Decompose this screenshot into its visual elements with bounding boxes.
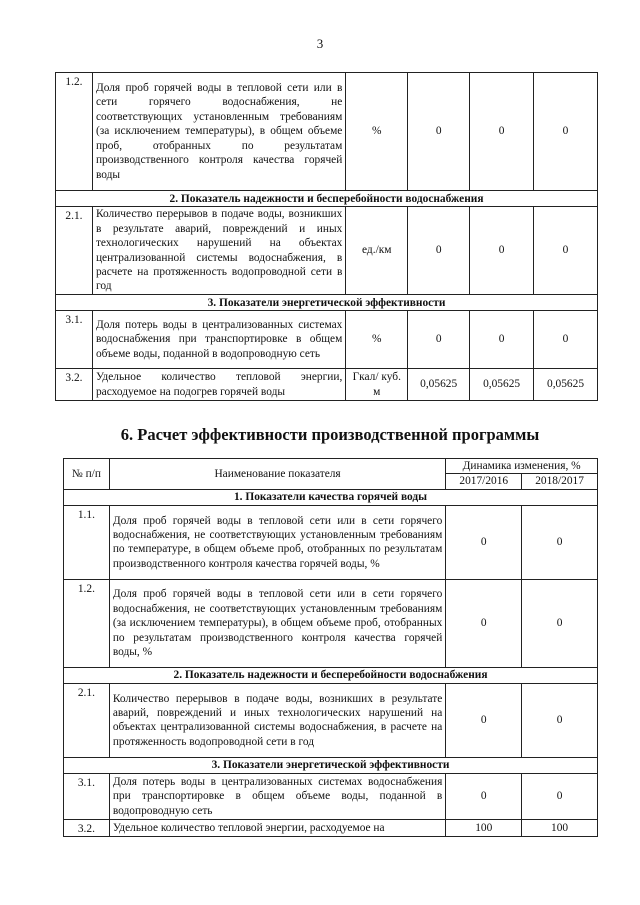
value-cell: 0 [522, 505, 598, 579]
value-cell: 0 [470, 207, 534, 295]
indicator-name: Количество перерывов в подаче воды, возникших в результате аварий, повреждений и иных технологических нарушений на объектах централизованной системы водоснабжения, в расчете на протяженность водопроводной сети в год [109, 683, 446, 757]
section-row [64, 667, 598, 683]
value-cell: 0 [534, 311, 598, 369]
row-number: 3.1. [64, 773, 110, 819]
header-dynamics: Динамика изменения, % [446, 459, 598, 474]
value-cell: 0 [534, 73, 598, 191]
row-number: 2.1. [64, 683, 110, 757]
indicator-name: Доля потерь воды в централизованных системах водоснабжения при транспортировке в общем объеме воды, поданной в водопроводную сеть [92, 311, 345, 369]
value-cell: 0 [446, 683, 522, 757]
section-title: 2. Показатель надежности и бесперебойности водоснабжения [56, 191, 598, 207]
unit-cell: % [346, 73, 408, 191]
indicator-name: Доля проб горячей воды в тепловой сети или в сети горячего водоснабжения, не соответствующих установленным требованиям по температуре, в общем объеме проб, отобранных по результатам производственного контроля качества горячей воды, % [109, 505, 446, 579]
row-number: 1.2. [56, 73, 93, 191]
value-cell: 0 [522, 773, 598, 819]
value-cell: 0 [446, 579, 522, 667]
value-cell: 0 [446, 505, 522, 579]
indicator-name: Доля проб горячей воды в тепловой сети или в сети горячего водоснабжения, не соответствующих установленным требованиям (за исключением температуры), в общем объеме проб, отобранных по результатам производственного контроля качества горячей воды [92, 73, 345, 191]
indicator-name: Количество перерывов в подаче воды, возникших в результате аварий, повреждений и иных технологических нарушений на объектах централизованной системы водоснабжения, в расчете на протяженность водопроводной сети в год [92, 207, 345, 295]
table-row [56, 311, 598, 369]
value-cell: 0 [522, 683, 598, 757]
section-title: 1. Показатели качества горячей воды [64, 489, 598, 505]
table-row [56, 73, 598, 191]
value-cell: 0 [470, 73, 534, 191]
section-heading: 6. Расчет эффективности производственной программы [120, 425, 540, 444]
row-number: 3.2. [64, 819, 110, 836]
value-cell: 0 [408, 311, 470, 369]
value-cell: 100 [446, 819, 522, 836]
value-cell: 0 [408, 73, 470, 191]
section-row [56, 191, 598, 207]
row-number: 1.2. [64, 579, 110, 667]
table-row [56, 207, 598, 295]
indicator-name: Удельное количество тепловой энергии, расходуемое на подогрев горячей воды [92, 369, 345, 401]
section-title: 2. Показатель надежности и бесперебойности водоснабжения [64, 667, 598, 683]
indicator-name: Доля потерь воды в централизованных системах водоснабжения при транспортировке в общем объеме воды, поданной в водопроводную сеть [109, 773, 446, 819]
value-cell: 0 [408, 207, 470, 295]
table-row [64, 773, 598, 819]
table-row [64, 579, 598, 667]
efficiency-table [63, 458, 598, 837]
header-number: № п/п [64, 459, 110, 490]
value-cell: 0,05625 [470, 369, 534, 401]
table-row [56, 369, 598, 401]
table-row [64, 505, 598, 579]
table-row [64, 683, 598, 757]
unit-cell: % [346, 311, 408, 369]
header-row [64, 459, 598, 474]
value-cell: 0,05625 [534, 369, 598, 401]
value-cell: 0 [470, 311, 534, 369]
unit-cell: ед./км [346, 207, 408, 295]
header-year: 2018/2017 [522, 474, 598, 489]
page-number: 3 [316, 36, 324, 51]
value-cell: 0 [446, 773, 522, 819]
header-name: Наименование показателя [109, 459, 446, 490]
row-number: 3.2. [56, 369, 93, 401]
value-cell: 0,05625 [408, 369, 470, 401]
row-number: 1.1. [64, 505, 110, 579]
indicators-table [55, 72, 598, 401]
value-cell: 100 [522, 819, 598, 836]
section-row [56, 295, 598, 311]
table-row [64, 819, 598, 836]
row-number: 2.1. [56, 207, 93, 295]
section-title: 3. Показатели энергетической эффективности [64, 757, 598, 773]
value-cell: 0 [534, 207, 598, 295]
indicator-name: Доля проб горячей воды в тепловой сети или в сети горячего водоснабжения, не соответствующих установленным требованиям (за исключением температуры), в общем объеме проб, отобранных по результатам производственного контроля качества горячей воды, % [109, 579, 446, 667]
value-cell: 0 [522, 579, 598, 667]
row-number: 3.1. [56, 311, 93, 369]
indicator-name: Удельное количество тепловой энергии, расходуемое на [109, 819, 446, 836]
section-row [64, 757, 598, 773]
section-row [64, 489, 598, 505]
unit-cell: Гкал/ куб. м [346, 369, 408, 401]
header-year: 2017/2016 [446, 474, 522, 489]
section-title: 3. Показатели энергетической эффективности [56, 295, 598, 311]
